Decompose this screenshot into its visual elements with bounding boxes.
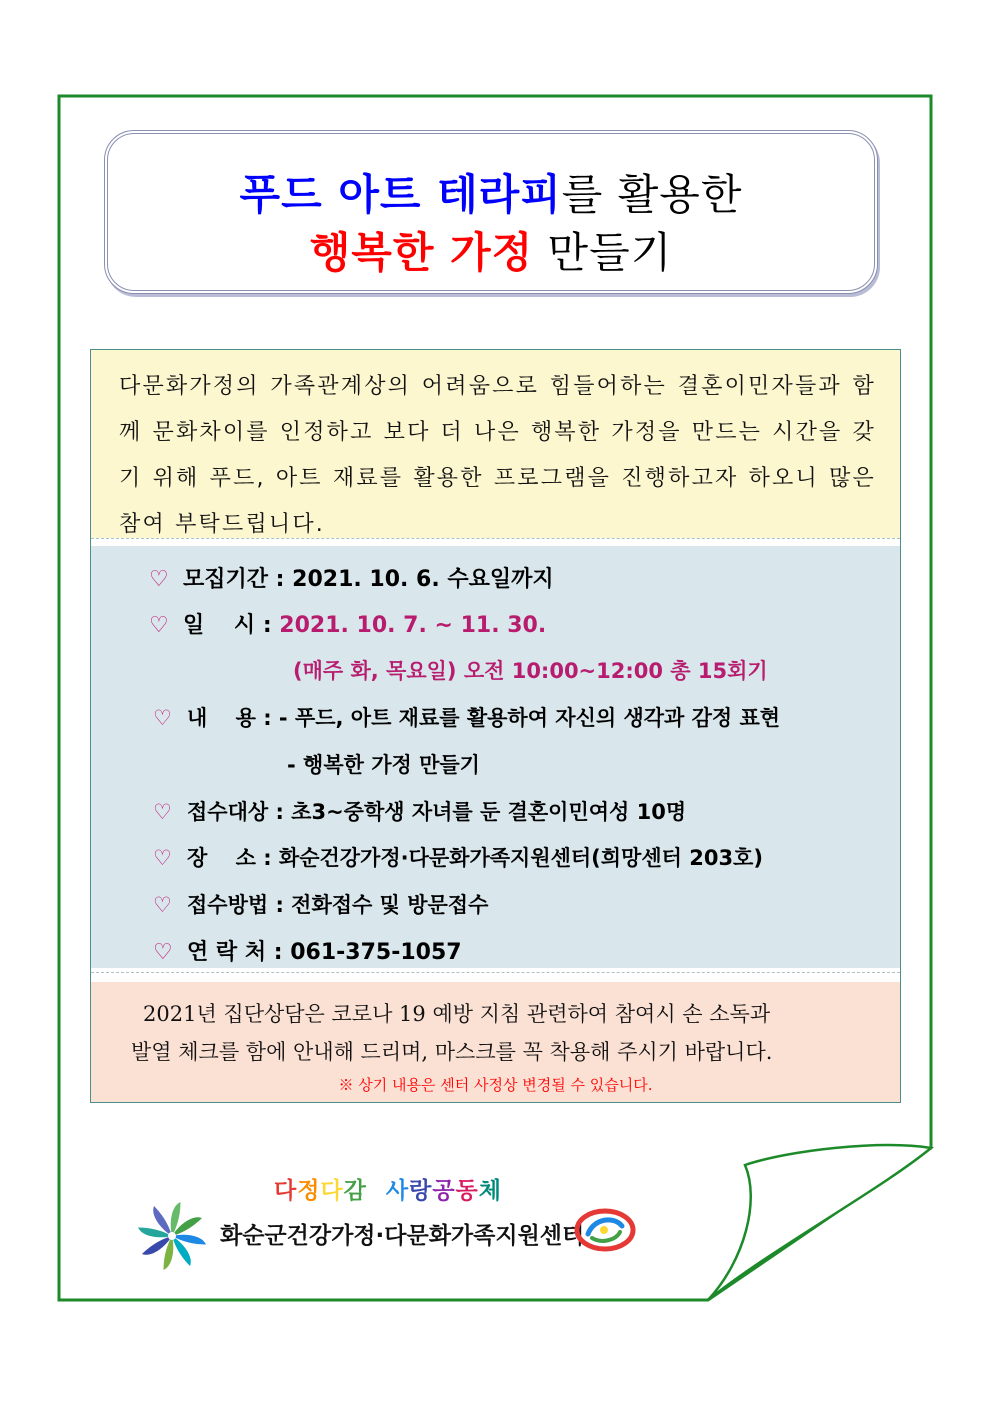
slogan-char: 랑: [409, 1178, 433, 1204]
slogan-char: 다: [320, 1178, 344, 1204]
info-box: [90, 349, 901, 1103]
heart-icon: ♡: [149, 613, 169, 638]
target-value: 초3~중학생 자녀를 둔 결혼이민여성 10명: [291, 800, 687, 824]
method-value: 전화접수 및 방문접수: [291, 893, 489, 917]
heart-icon: ♡: [153, 940, 173, 965]
method-label: 접수방법 :: [187, 893, 284, 917]
title-highlight-blue: 푸드 아트 테라피: [239, 170, 562, 219]
divider: [91, 972, 900, 973]
contact-label: 연 락 처 :: [187, 940, 283, 965]
slogan-char: 공: [432, 1178, 456, 1204]
notice-disclaimer: ※ 상기 내용은 센터 사정상 변경될 수 있습니다.: [338, 1076, 653, 1094]
datetime-value: 2021. 10. 7. ~ 11. 30.: [279, 613, 547, 638]
content-value-1: - 푸드, 아트 재료를 활용하여 자신의 생각과 감정 표현: [278, 706, 781, 730]
slogan: [274, 1172, 502, 1205]
place-value: 화순건강가정·다문화가족지원센터(희망센터 203호): [278, 846, 763, 870]
content-value-2: - 행복한 가정 만들기: [287, 753, 480, 777]
notice-line-2: 발열 체크를 함에 안내해 드리며, 마스크를 꼭 착용해 주시기 바랍니다.: [131, 1040, 773, 1064]
slogan-char: 체: [478, 1178, 502, 1204]
heart-icon: ♡: [149, 567, 169, 592]
intro-section: [91, 350, 900, 538]
content-label: 내 용 :: [187, 706, 272, 730]
title-box: [104, 130, 878, 294]
heart-icon: ♡: [153, 800, 172, 824]
title-text-1: 를 활용한: [561, 170, 743, 219]
details-section: [91, 546, 900, 968]
title-highlight-red: 행복한 가정: [309, 228, 534, 277]
slogan-char: 감: [343, 1178, 367, 1204]
row-target: [153, 796, 686, 826]
notice-section: [91, 982, 900, 1102]
divider: [91, 538, 900, 539]
contact-value: 061-375-1057: [290, 940, 462, 965]
datetime-label: 일 시 :: [183, 613, 272, 638]
slogan-char: 정: [297, 1178, 321, 1204]
slogan-char: 동: [455, 1178, 479, 1204]
row-period: [149, 562, 554, 593]
target-label: 접수대상 :: [187, 800, 284, 824]
period-value: 2021. 10. 6. 수요일까지: [292, 567, 554, 592]
center-name: 화순군건강가정·다문화가족지원센터: [220, 1223, 585, 1249]
title-line-2: [108, 220, 874, 280]
notice-line-1: 2021년 집단상담은 코로나 19 예방 지침 관련하여 참여시 손 소독과: [143, 1002, 771, 1026]
family-logo-icon: [574, 1208, 636, 1252]
slogan-char: 사: [385, 1178, 410, 1204]
place-label: 장 소 :: [187, 846, 272, 870]
heart-icon: ♡: [153, 893, 172, 917]
title-line-1: [108, 162, 874, 222]
heart-icon: ♡: [153, 706, 172, 730]
period-label: 모집기간 :: [183, 567, 285, 592]
heart-icon: ♡: [153, 846, 172, 870]
row-content: [153, 702, 780, 732]
row-datetime: [149, 608, 546, 639]
row-method: [153, 889, 488, 919]
slogan-char: 다: [274, 1178, 298, 1204]
slogan-char: [367, 1178, 376, 1204]
title-text-2: 만들기: [533, 228, 673, 277]
row-contact: [153, 935, 462, 966]
intro-text: 다문화가정의 가족관계상의 어려움으로 힘들어하는 결혼이민자들과 함께 문화차이를 인정하고 보다 더 나은 행복한 가정을 만드는 시간을 갖기 위해 푸드, 아트 재료를 활용한 프로그램을 진행하고자 하오니 많은 참여 부탁드립니다.: [119, 374, 876, 537]
datetime-sub: (매주 화, 목요일) 오전 10:00~12:00 총 15회기: [293, 659, 768, 683]
row-place: [153, 842, 763, 872]
center-logo-icon: [134, 1198, 210, 1274]
